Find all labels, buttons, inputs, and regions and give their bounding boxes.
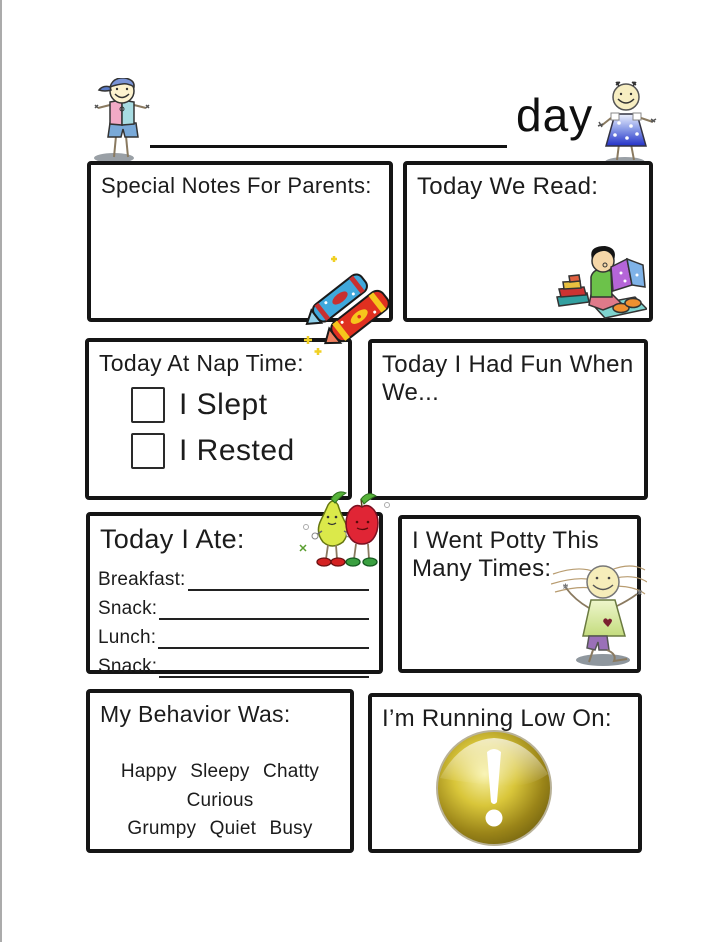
nap-option-label-rested: I Rested <box>179 434 295 468</box>
behavior-box <box>86 689 354 853</box>
behavior-words-line1: Happy Sleepy Chatty Curious <box>120 761 320 811</box>
page-edge-line <box>0 0 2 942</box>
had-fun-title: Today I Had Fun When We... <box>382 351 634 407</box>
meal-list <box>98 562 369 678</box>
meal-label: Lunch: <box>98 626 157 648</box>
behavior-words-line2: Grumpy Quiet Busy <box>127 818 313 840</box>
day-name-write-line[interactable] <box>150 118 507 148</box>
behavior-title: My Behavior Was: <box>100 701 291 727</box>
today-i-ate-title: Today I Ate: <box>100 524 245 554</box>
boy-kid-icon <box>88 78 154 164</box>
exclamation-orb-icon <box>434 728 554 848</box>
meal-row-snack-pm <box>98 649 369 678</box>
checkbox-i-rested[interactable] <box>131 433 165 469</box>
girl-kid-icon <box>589 78 675 168</box>
special-notes-title: Special Notes For Parents: <box>101 173 372 198</box>
nap-time-title: Today At Nap Time: <box>99 350 304 376</box>
crayons-icon <box>296 252 408 367</box>
running-low-title: I’m Running Low On: <box>382 705 612 732</box>
meal-write-line[interactable] <box>159 596 369 620</box>
checkbox-i-slept[interactable] <box>131 387 165 423</box>
meal-write-line[interactable] <box>158 625 369 649</box>
day-label: day <box>516 89 594 141</box>
nap-option-rested <box>131 433 348 469</box>
nap-option-slept <box>131 387 348 423</box>
behavior-word-list <box>90 758 350 844</box>
potty-title: I Went Potty This Many Times: <box>412 527 599 583</box>
nap-option-label-slept: I Slept <box>179 388 268 422</box>
meal-row-snack-am <box>98 591 369 620</box>
meal-label: Snack: <box>98 597 158 619</box>
pear-apple-icon <box>298 487 394 573</box>
reading-child-icon <box>555 245 647 319</box>
meal-write-line[interactable] <box>159 654 369 678</box>
meal-label: Snack: <box>98 655 158 677</box>
today-we-read-title: Today We Read: <box>417 173 599 200</box>
meal-label: Breakfast: <box>98 568 186 590</box>
meal-row-lunch <box>98 620 369 649</box>
had-fun-box <box>368 339 648 500</box>
